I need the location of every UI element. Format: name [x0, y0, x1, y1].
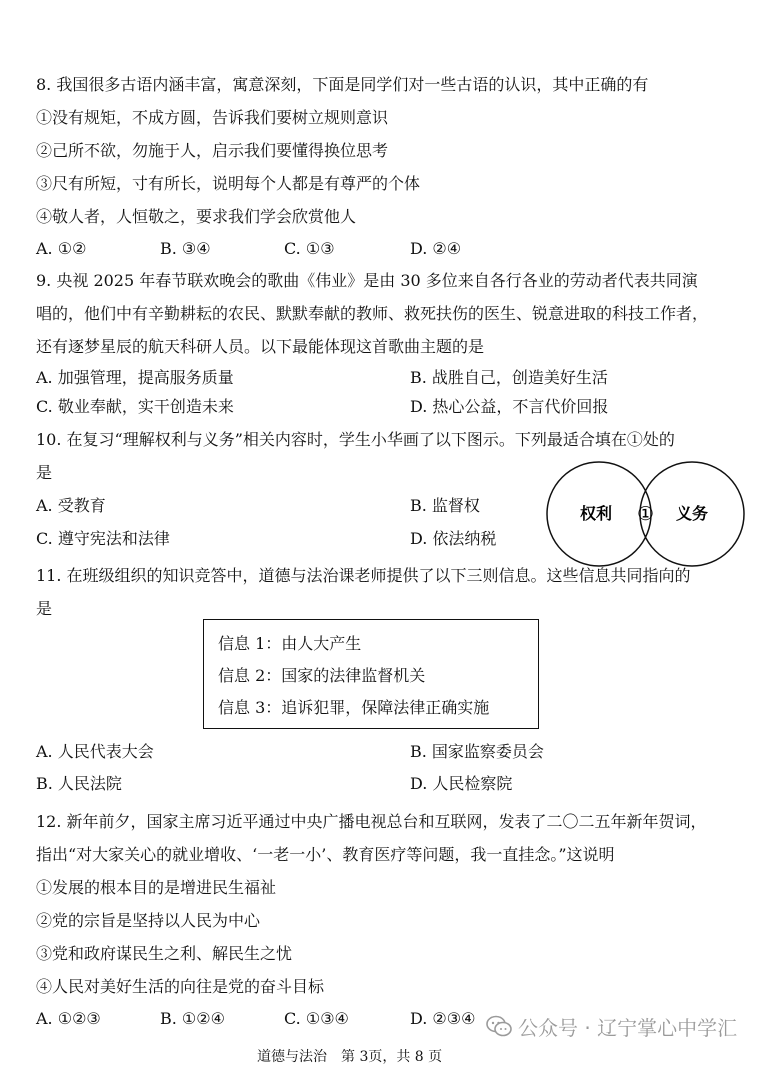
q10-option-a: A. 受教育 — [36, 496, 106, 515]
q10-option-d: D. 依法纳税 — [410, 529, 497, 548]
q10-option-b: B. 监督权 — [410, 496, 480, 515]
q12-statement-2: ②党的宗旨是坚持以人民为中心 — [36, 911, 261, 930]
watermark — [486, 1011, 758, 1041]
q12-stem-line-2: 指出“对大家关心的就业增收、‘一老一小’、教育医疗等问题，我一直挂念。”这说明 — [36, 845, 615, 864]
q11-info-1: 信息 1：由人大产生 — [218, 634, 362, 653]
q11-stem-line-1: 11. 在班级组织的知识竞答中，道德与法治课老师提供了以下三则信息。这些信息共同指向的 — [36, 566, 691, 585]
q11-info-3: 信息 3：追诉犯罪，保障法律正确实施 — [218, 698, 490, 717]
q11-info-box — [203, 619, 539, 729]
rights-duties-venn-diagram — [546, 460, 746, 570]
q12-option-d: D. ②③④ — [410, 1009, 476, 1028]
q12-stem-line-1: 12. 新年前夕，国家主席习近平通过中央广播电视总台和互联网，发表了二〇二五年新年贺词， — [36, 812, 707, 831]
q8-statement-1: ①没有规矩，不成方圆，告诉我们要树立规则意识 — [36, 108, 389, 127]
q8-statement-4: ④敬人者，人恒敬之，要求我们学会欣赏他人 — [36, 207, 357, 226]
q11-info-2: 信息 2：国家的法律监督机关 — [218, 666, 426, 685]
q11-option-d: D. 人民检察院 — [410, 774, 513, 793]
q11-option-b: B. 国家监察委员会 — [410, 742, 544, 761]
q11-stem-line-2: 是 — [36, 599, 53, 618]
venn-center-label: ① — [637, 503, 655, 525]
q9-stem-line-2: 唱的，他们中有辛勤耕耘的农民、默默奉献的教师、救死扶伤的医生、锐意进取的科技工作者， — [36, 304, 709, 323]
q9-option-b: B. 战胜自己，创造美好生活 — [410, 368, 608, 387]
q12-option-a: A. ①②③ — [36, 1009, 101, 1028]
q12-option-c: C. ①③④ — [284, 1009, 349, 1028]
q9-option-c: C. 敬业奉献，实干创造未来 — [36, 397, 234, 416]
q10-stem-line-2: 是 — [36, 463, 53, 482]
q12-statement-3: ③党和政府谋民生之利、解民生之忧 — [36, 944, 293, 963]
q8-option-a: A. ①② — [36, 239, 87, 258]
q12-option-b: B. ①②④ — [160, 1009, 225, 1028]
q9-option-d: D. 热心公益，不言代价回报 — [410, 397, 609, 416]
q8-statement-2: ②己所不欲，勿施于人，启示我们要懂得换位思考 — [36, 141, 389, 160]
q11-option-c: B. 人民法院 — [36, 774, 122, 793]
q8-option-d: D. ②④ — [410, 239, 462, 258]
q9-stem-line-1: 9. 央视 2025 年春节联欢晚会的歌曲《伟业》是由 30 多位来自各行各业的劳动者代表共同演 — [36, 271, 698, 290]
page-footer: 道德与法治 第 3页，共 8 页 — [257, 1049, 443, 1065]
q9-stem-line-3: 还有逐梦星辰的航天科研人员。以下最能体现这首歌曲主题的是 — [36, 337, 485, 356]
q8-option-c: C. ①③ — [284, 239, 335, 258]
q8-stem: 8. 我国很多古语内涵丰富，寓意深刻，下面是同学们对一些古语的认识，其中正确的有 — [36, 75, 649, 94]
q8-option-b: B. ③④ — [160, 239, 211, 258]
q11-option-a: A. 人民代表大会 — [36, 742, 154, 761]
venn-left-label: 权利 — [580, 504, 613, 523]
venn-right-label: 义务 — [676, 504, 709, 523]
q10-stem-line-1: 10. 在复习“理解权利与义务”相关内容时，学生小华画了以下图示。下列最适合填在①处的 — [36, 430, 675, 449]
wechat-icon — [486, 1014, 512, 1038]
q12-statement-4: ④人民对美好生活的向往是党的奋斗目标 — [36, 977, 325, 996]
q10-option-c: C. 遵守宪法和法律 — [36, 529, 170, 548]
q12-statement-1: ①发展的根本目的是增进民生福祉 — [36, 878, 277, 897]
watermark-text: 公众号 · 辽宁掌心中学汇 — [518, 1015, 738, 1040]
q8-statement-3: ③尺有所短，寸有所长，说明每个人都是有尊严的个体 — [36, 174, 421, 193]
q9-option-a: A. 加强管理，提高服务质量 — [36, 368, 234, 387]
